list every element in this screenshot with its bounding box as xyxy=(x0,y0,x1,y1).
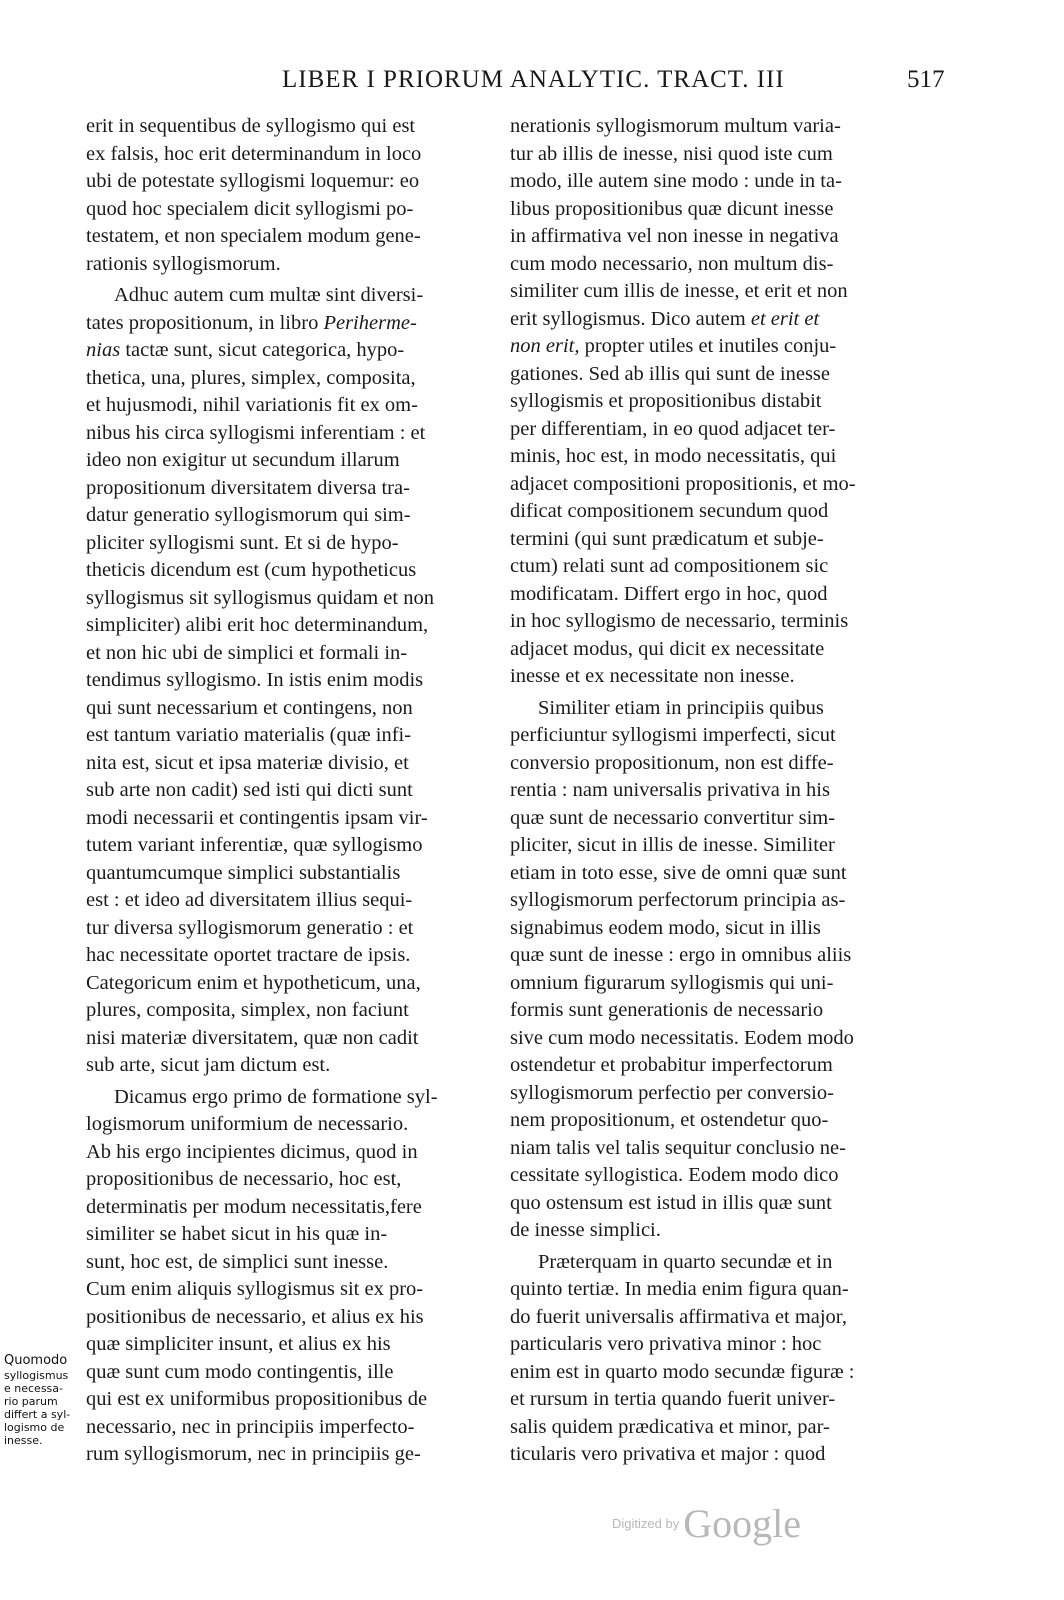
text-line: hac necessitate oportet tractare de ipsis. xyxy=(86,944,411,966)
margin-note-line: e necessa- xyxy=(4,1382,63,1395)
margin-note-line: logismo de xyxy=(4,1421,65,1434)
paragraph xyxy=(510,1249,912,1469)
text-line: quinto tertiæ. In media enim figura quan- xyxy=(510,1278,849,1300)
paragraph xyxy=(86,1084,488,1469)
text-line: logismorum uniformium de necessario. xyxy=(86,1113,409,1135)
text-line: Ab his ergo incipientes dicimus, quod in xyxy=(86,1140,418,1163)
text-line: modificatam. Differt ergo in hoc, quod xyxy=(510,582,828,605)
text-line: pliciter syllogismi sunt. Et si de hypo- xyxy=(86,531,399,554)
margin-note xyxy=(4,1353,84,1447)
text-line: formis sunt generationis de necessario xyxy=(510,999,824,1021)
text-line: nem propositionum, et ostendetur quo- xyxy=(510,1109,829,1131)
text-line: syllogismorum perfectorum principia as- xyxy=(510,889,846,911)
text-line: per differentiam, in eo quod adjacet ter- xyxy=(510,417,836,440)
text-line: adjacet modus, qui dicit ex necessitate xyxy=(510,637,825,660)
text-line: enim est in quarto modo secundæ figuræ : xyxy=(510,1360,855,1383)
text-line: quo ostensum est istud in illis quæ sunt xyxy=(510,1191,832,1214)
text-line: tur ab illis de inesse, nisi quod iste cum xyxy=(510,142,833,165)
text-line: quæ simpliciter insunt, et alius ex his xyxy=(86,1333,391,1355)
text-line: salis quidem prædicativa et minor, par- xyxy=(510,1415,830,1438)
text-line: quantumcumque simplici substantialis xyxy=(86,861,401,884)
text-line: qui est ex uniformibus propositionibus de xyxy=(86,1388,428,1410)
paragraph xyxy=(510,695,912,1245)
margin-note-line: syllogismus xyxy=(4,1369,69,1382)
text-line: particularis vero privativa minor : hoc xyxy=(510,1333,822,1355)
text-line: nisi materiæ diversitatem, quæ non cadit xyxy=(86,1026,419,1049)
text-line: dificat compositionem secundum quod xyxy=(510,500,829,522)
text-line: termini (qui sunt prædicatum et subje- xyxy=(510,527,824,550)
text-line: similiter cum illis de inesse, et erit et non xyxy=(510,280,848,302)
text-line: de inesse simplici. xyxy=(510,1219,661,1241)
text-line: ex falsis, hoc erit determinandum in loco xyxy=(86,142,422,165)
text-line: testatem, et non specialem modum gene- xyxy=(86,225,421,247)
text-line: et non hic ubi de simplici et formali in- xyxy=(86,641,408,664)
right-text-column xyxy=(510,113,912,1469)
text-line: propositionibus de necessario, hoc est, xyxy=(86,1168,402,1190)
text-line: gationes. Sed ab illis qui sunt de inesse xyxy=(510,362,830,385)
text-line: syllogismorum perfectio per conversio- xyxy=(510,1081,834,1104)
page-number: 517 xyxy=(907,66,945,93)
text-line: Similiter etiam in principiis quibus xyxy=(538,696,824,719)
text-line: conversio propositionum, non est diffe- xyxy=(510,751,834,774)
text-line: sub arte, sicut jam dictum est. xyxy=(86,1054,331,1076)
text-line: Cum enim aliquis syllogismus sit ex pro- xyxy=(86,1278,424,1300)
text-line: ideo non exigitur ut secundum illarum xyxy=(86,449,400,471)
text-line: nerationis syllogismorum multum varia- xyxy=(510,115,841,137)
text-line: modo, ille autem sine modo : unde in ta- xyxy=(510,170,842,192)
text-line xyxy=(86,310,488,338)
text-line: plures, composita, simplex, non faciunt xyxy=(86,999,409,1021)
text-line xyxy=(510,333,912,361)
text-line: est : et ideo ad diversitatem illius sequi- xyxy=(86,889,413,911)
text-line: quæ sunt de necessario convertitur sim- xyxy=(510,806,836,829)
watermark-prefix: Digitized by xyxy=(612,1516,680,1531)
text-line: in hoc syllogismo de necessario, terminis xyxy=(510,610,849,632)
text-segment: tates propositionum, in libro xyxy=(86,311,324,334)
text-line: simpliciter) alibi erit hoc determinandum, xyxy=(86,614,429,636)
left-text-column xyxy=(86,113,488,1469)
text-line: libus propositionibus quæ dicunt inesse xyxy=(510,197,834,220)
text-line: similiter se habet sicut in his quæ in- xyxy=(86,1223,388,1245)
text-line: ostendetur et probabitur imperfectorum xyxy=(510,1054,833,1076)
text-line: Dicamus ergo primo de formatione syl- xyxy=(114,1085,438,1108)
paragraph xyxy=(86,282,488,1080)
text-line xyxy=(510,306,912,334)
text-line: modi necessarii et contingentis ipsam vir- xyxy=(86,806,428,829)
text-line: tur diversa syllogismorum generatio : et xyxy=(86,916,414,939)
text-line: Præterquam in quarto secundæ et in xyxy=(538,1250,833,1273)
digitized-watermark xyxy=(612,1500,801,1547)
text-line: determinatis per modum necessitatis,fere xyxy=(86,1195,422,1218)
text-line: inesse et ex necessitate non inesse. xyxy=(510,665,795,687)
text-line: est tantum variatio materialis (quæ infi- xyxy=(86,724,412,746)
text-line: positionibus de necessario, et alius ex his xyxy=(86,1305,424,1328)
italic-segment: non erit, xyxy=(510,335,580,357)
text-line: syllogismis et propositionibus distabit xyxy=(510,390,822,412)
text-line: qui sunt necessarium et contingens, non xyxy=(86,696,413,719)
text-segment: erit syllogismus. Dico autem xyxy=(510,307,751,330)
text-line: theticis dicendum est (cum hypotheticus xyxy=(86,559,417,581)
text-line: thetica, una, plures, simplex, composita, xyxy=(86,366,416,389)
text-line: omnium figurarum syllogismis qui uni- xyxy=(510,971,834,994)
text-line: niam talis vel talis sequitur conclusio ne- xyxy=(510,1136,846,1159)
text-line: quod hoc specialem dicit syllogismi po- xyxy=(86,197,414,220)
text-line: propositionum diversitatem diversa tra- xyxy=(86,476,410,499)
italic-segment: et erit et xyxy=(750,307,820,330)
text-line: quæ sunt de inesse : ergo in omnibus aliis xyxy=(510,944,852,966)
margin-note-line: rio parum xyxy=(4,1395,58,1408)
text-line: ticularis vero privativa et major : quod xyxy=(510,1443,826,1465)
text-line: tendimus syllogismo. In istis enim modis xyxy=(86,669,424,691)
text-line: Adhuc autem cum multæ sint diversi- xyxy=(114,284,424,306)
text-line: etiam in toto esse, sive de omni quæ sunt xyxy=(510,861,847,884)
text-line: syllogismus sit syllogismus quidam et non xyxy=(86,586,434,609)
text-line: minis, hoc est, in modo necessitatis, qui xyxy=(510,445,837,467)
text-line: rentia : nam universalis privativa in his xyxy=(510,779,830,801)
text-line: sub arte non cadit) sed isti qui dicti sunt xyxy=(86,779,413,801)
paragraph xyxy=(86,113,488,278)
margin-note-line: Quomodo xyxy=(4,1353,68,1368)
text-line: cessitate syllogistica. Eodem modo dico xyxy=(510,1164,839,1186)
watermark-brand: Google xyxy=(683,1501,801,1546)
text-line: ctum) relati sunt ad compositionem sic xyxy=(510,555,829,577)
text-line: do fuerit universalis affirmativa et major, xyxy=(510,1305,847,1328)
text-line: in affirmativa vel non inesse in negativa xyxy=(510,225,839,247)
text-line: sive cum modo necessitatis. Eodem modo xyxy=(510,1026,854,1049)
text-line: pliciter, sicut in illis de inesse. Similiter xyxy=(510,834,835,856)
italic-segment: nias xyxy=(86,339,121,361)
italic-segment: Periherme- xyxy=(323,311,417,334)
paragraph xyxy=(510,113,912,691)
text-line: et hujusmodi, nihil variationis fit ex om- xyxy=(86,394,418,416)
text-segment: propter utiles et inutiles conju- xyxy=(579,335,837,357)
text-line: adjacet compositioni propositionis, et mo- xyxy=(510,472,856,495)
margin-note-line: inesse. xyxy=(4,1434,43,1447)
text-line: signabimus eodem modo, sicut in illis xyxy=(510,916,821,939)
text-line: necessario, nec in principiis imperfecto- xyxy=(86,1415,415,1438)
margin-note-line: differt a syl- xyxy=(4,1408,71,1421)
text-line: rationis syllogismorum. xyxy=(86,252,281,275)
text-line: nita est, sicut et ipsa materiæ divisio, et xyxy=(86,751,409,774)
text-line xyxy=(86,337,488,365)
text-line: et rursum in tertia quando fuerit univer- xyxy=(510,1388,836,1410)
text-line: sunt, hoc est, de simplici sunt inesse. xyxy=(86,1250,389,1273)
text-line: ubi de potestate syllogismi loquemur: eo xyxy=(86,170,420,192)
running-header-title: LIBER I PRIORUM ANALYTIC. TRACT. III xyxy=(282,66,785,93)
text-line: rum syllogismorum, nec in principiis ge- xyxy=(86,1443,421,1465)
text-line: quæ sunt cum modo contingentis, ille xyxy=(86,1360,394,1383)
text-segment: tactæ sunt, sicut categorica, hypo- xyxy=(120,339,405,361)
text-line: cum modo necessario, non multum dis- xyxy=(510,252,834,275)
text-line: perficiuntur syllogismi imperfecti, sicut xyxy=(510,724,836,746)
text-line: erit in sequentibus de syllogismo qui est xyxy=(86,115,416,137)
text-line: datur generatio syllogismorum qui sim- xyxy=(86,504,411,526)
text-line: tutem variant inferentiæ, quæ syllogismo xyxy=(86,834,423,856)
text-line: nibus his circa syllogismi inferentiam : et xyxy=(86,421,426,444)
text-line: Categoricum enim et hypotheticum, una, xyxy=(86,971,421,994)
